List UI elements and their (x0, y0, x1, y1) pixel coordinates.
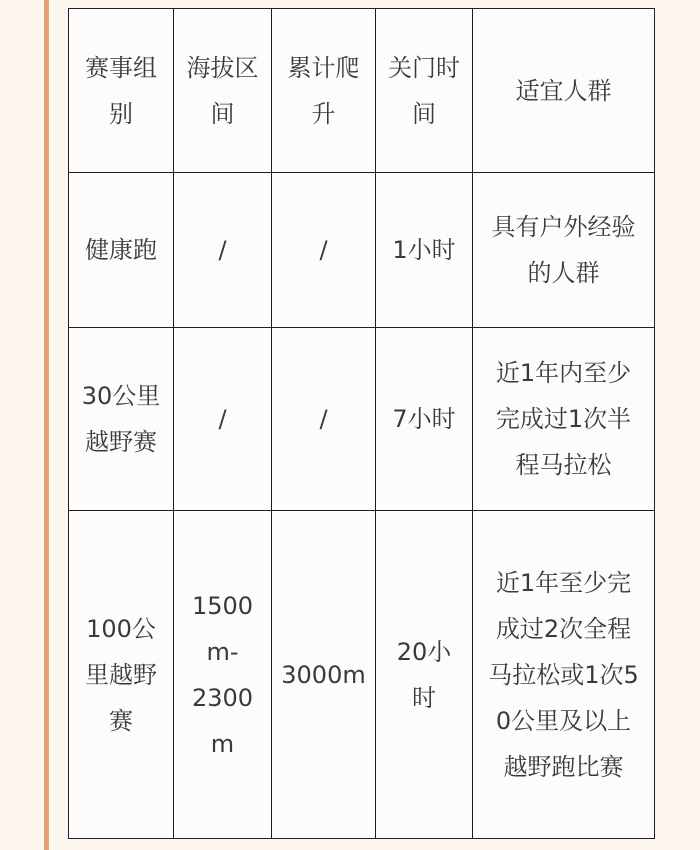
cell-cutoff: 20小 时 (376, 511, 473, 839)
table-header-row (69, 9, 655, 173)
cell-audience: 具有户外经验 的人群 (473, 173, 655, 328)
cell-group: 健康跑 (69, 173, 174, 328)
cell-altitude: / (174, 173, 272, 328)
header-cell-climb: 累计爬 升 (272, 9, 376, 173)
accent-bar (44, 0, 49, 850)
header-cell-altitude: 海拔区 间 (174, 9, 272, 173)
cell-climb: / (272, 173, 376, 328)
header-cell-cutoff: 关门时 间 (376, 9, 473, 173)
cell-altitude: 1500 m- 2300 m (174, 511, 272, 839)
table-row (69, 328, 655, 511)
cell-audience: 近1年内至少 完成过1次半 程马拉松 (473, 328, 655, 511)
race-groups-table-container (68, 8, 654, 838)
cell-climb: / (272, 328, 376, 511)
cell-audience: 近1年至少完 成过2次全程 马拉松或1次5 0公里及以上 越野跑比赛 (473, 511, 655, 839)
header-cell-group: 赛事组 别 (69, 9, 174, 173)
cell-group: 30公里 越野赛 (69, 328, 174, 511)
header-cell-audience: 适宜人群 (473, 9, 655, 173)
race-groups-table (68, 8, 655, 839)
cell-group: 100公 里越野 赛 (69, 511, 174, 839)
table-row (69, 511, 655, 839)
cell-climb: 3000m (272, 511, 376, 839)
cell-cutoff: 7小时 (376, 328, 473, 511)
table-row (69, 173, 655, 328)
cell-altitude: / (174, 328, 272, 511)
cell-cutoff: 1小时 (376, 173, 473, 328)
